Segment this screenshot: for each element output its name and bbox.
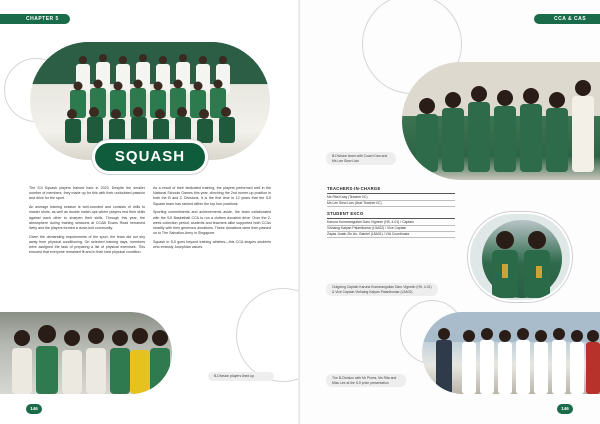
article-column-right xyxy=(153,186,271,254)
paragraph: An average training session is well-rounded and consists of drills to master shots, as well as double match-ups where players test their skills against each other to sharpen their skills. Through this year, the atmosphere during training sessions at CCAB Evans Road remained lively and the players formed a close-knit community. xyxy=(29,205,145,231)
photo-caption: B-Division team with Coach Dan and Ms Lee Siew Lian xyxy=(326,152,396,165)
page-title: SQUASH xyxy=(92,140,208,174)
paragraph: As a result of their dedicated training, the players performed well in the National Schools Games this year, clinching the 2nd runner-up position in both the B and C Divisions. It is the first time in 12 years that the SJI Squash team has ranked within the top four positions. xyxy=(153,186,271,206)
paragraph: Given the demanding requirements of the sport, the team did not shy away from physical conditioning. On selected training days, members were assigned the task of preparing a list of physical exercises. This ensured that everyone remained fit and in their best physical condition. xyxy=(29,234,145,255)
paragraph: Squash in SJI goes beyond training athletes—this CCA shapes students who embody Josephian values. xyxy=(153,240,271,250)
chapter-tab: CHAPTER 5 xyxy=(0,14,70,24)
prize-presentation-photo xyxy=(422,312,600,394)
prize-photo-figures xyxy=(422,312,600,394)
captains-figures xyxy=(482,220,562,298)
exco-row: Vishaing Katyan Palanikumar (L5A02) / Vice Captain xyxy=(327,226,455,232)
captains-photo-image xyxy=(482,220,562,298)
exco-row: Zayas Jodah Zin An, Gabriel (L5A01) / VIA Coordinator xyxy=(327,232,455,238)
photo-caption: The B-Division with Mr Plums, Ms Rita and Miss Lee at the SJI prize presentation xyxy=(326,374,406,387)
coach-team-photo xyxy=(402,62,600,180)
photo-caption: B-Division players lined up xyxy=(208,372,274,381)
student-exco-heading: STUDENT EXCO xyxy=(327,211,455,219)
photo-caption: Outgoing Captain Karuna Kumaranguilan Daru Vignesh (H5, 4-01) & Vice Captain Vishaing Katyan Palanikumar (L5A02) xyxy=(326,283,438,296)
coach-team-photo-figures xyxy=(402,62,600,180)
page-number: 146 xyxy=(26,404,42,414)
paragraph: Sporting commitments and achievements aside, the team collaborated with the SJI Basketball CCA to run a clothes donation drive. Over the 2-week collection period, students and teachers alike supported both CCAs heartily with their generous donations. These donations were then passed on to The Salvation Army in Singapore. xyxy=(153,210,271,236)
teacher-row: Ms Rita Koay (Teacher i/C) xyxy=(327,195,455,201)
b-division-photo xyxy=(0,312,172,394)
b-division-photo-figures xyxy=(0,312,172,394)
teachers-and-exco-block xyxy=(327,186,455,238)
page-number: 146 xyxy=(557,404,573,414)
exco-row: Karuna Kumaranguilan Daru Vignesh (H5, 4-01) / Captain xyxy=(327,220,455,226)
teacher-row: Ms Lee Siew Lian (Asst Teacher i/C) xyxy=(327,201,455,207)
teachers-heading: TEACHERS-IN-CHARGE xyxy=(327,186,455,194)
paragraph: The SJI Squash players trained hard in 2023. Despite the smaller number of members, they made up for this with their undoubted passion and drive for the sport. xyxy=(29,186,145,201)
article-column-left xyxy=(29,186,145,259)
chapter-tab: CCA & CAS xyxy=(534,14,600,24)
captains-photo xyxy=(468,212,572,302)
